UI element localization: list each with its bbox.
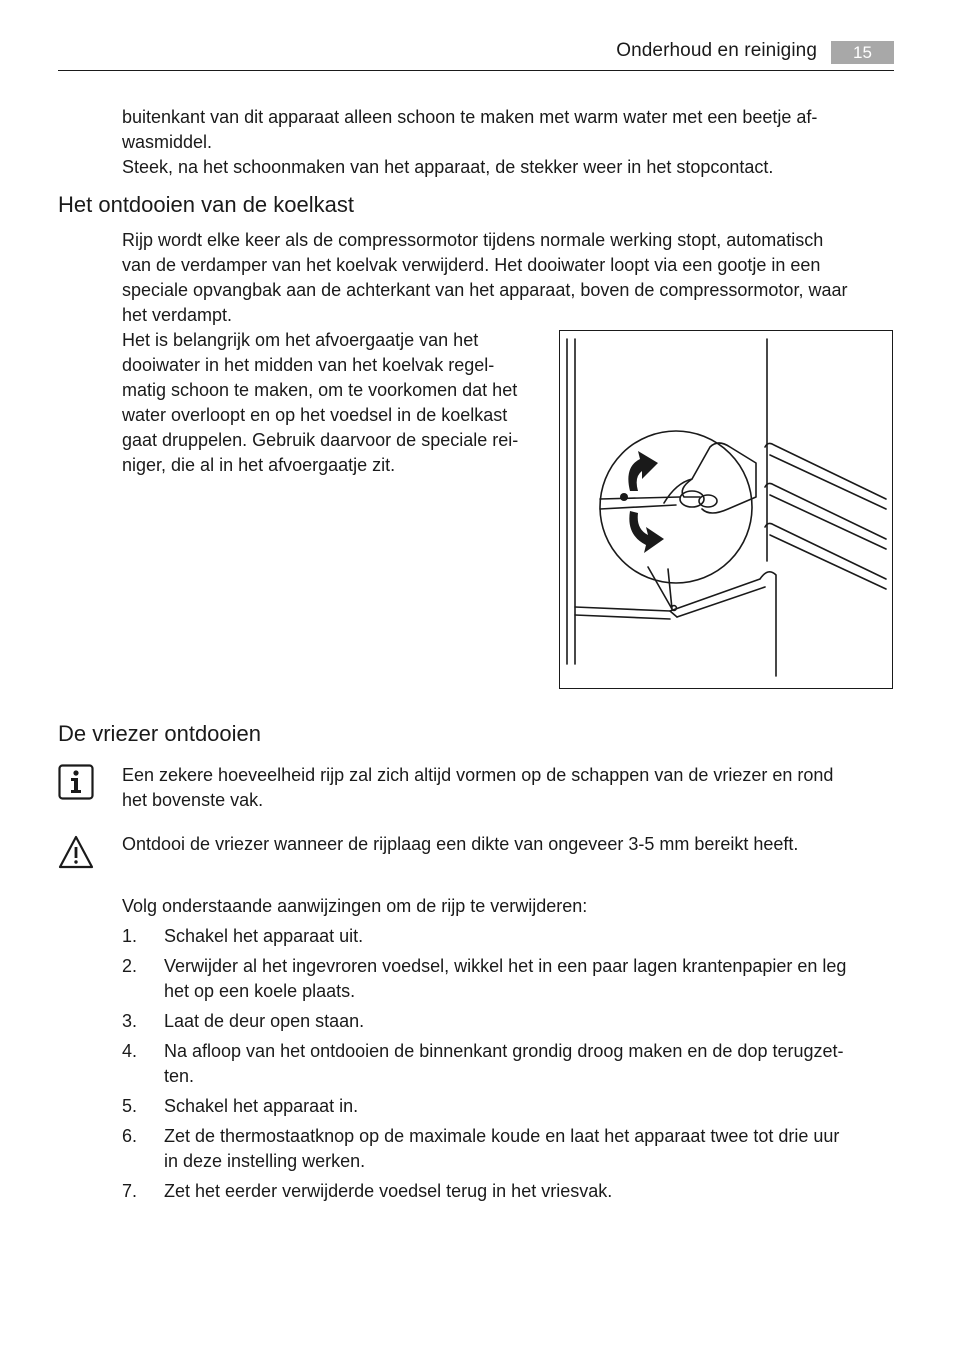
list-item <box>122 954 894 1004</box>
step-text: Zet het eerder verwijderde voedsel terug in het vriesvak. <box>164 1181 613 1201</box>
step-text: Schakel het apparaat in. <box>164 1096 359 1116</box>
list-item <box>122 1039 894 1089</box>
intro-paragraph <box>122 105 894 180</box>
step-number: 5. <box>122 1096 138 1116</box>
warning-note: Ontdooi de vriezer wanneer de rijplaag een dikte van ongeveer 3-5 mm bereikt heeft. <box>122 834 799 854</box>
step-text: Na afloop van het ontdooien de binnenkant grondig droog maken en de dop terugzet- <box>164 1041 844 1061</box>
page-number: 15 <box>831 41 894 64</box>
heading-fridge-defrost: Het ontdooien van de koelkast <box>58 192 354 217</box>
step-text: Laat de deur open staan. <box>164 1011 365 1031</box>
text-line: het verdampt. <box>122 305 233 325</box>
info-icon <box>58 764 94 800</box>
list-item <box>122 924 894 949</box>
header-divider <box>58 70 894 71</box>
text-line: niger, die al in het afvoergaatje zit. <box>122 455 396 475</box>
step-text: in deze instelling werken. <box>164 1151 366 1171</box>
step-number: 3. <box>122 1011 138 1031</box>
step-number: 2. <box>122 956 138 976</box>
text-line: matig schoon te maken, om te voorkomen dat het <box>122 380 518 400</box>
defrost-steps-list <box>122 924 894 1209</box>
intro-line: wasmiddel. <box>122 132 213 152</box>
text-line: Het is belangrijk om het afvoergaatje van het <box>122 330 479 350</box>
list-item <box>122 1179 894 1204</box>
text-line: gaat druppelen. Gebruik daarvoor de speciale rei- <box>122 430 519 450</box>
step-number: 6. <box>122 1126 138 1146</box>
text-line: water overloopt en op het voedsel in de koelkast <box>122 405 508 425</box>
text-line: speciale opvangbak aan de achterkant van het apparaat, boven de compressormotor, waar <box>122 280 848 300</box>
intro-line: buitenkant van dit apparaat alleen schoon te maken met warm water met een beetje af- <box>122 107 818 127</box>
list-item <box>122 1094 894 1119</box>
step-text: het op een koele plaats. <box>164 981 356 1001</box>
list-item <box>122 1009 894 1034</box>
text-line: dooiwater in het midden van het koelvak regel- <box>122 355 495 375</box>
text-line: Een zekere hoeveelheid rijp zal zich altijd vormen op de schappen van de vriezer en rond <box>122 765 834 785</box>
step-number: 4. <box>122 1041 138 1061</box>
list-item <box>122 1124 894 1174</box>
text-line: van de verdamper van het koelvak verwijderd. Het dooiwater loopt via een gootje in een <box>122 255 821 275</box>
instructions-intro: Volg onderstaande aanwijzingen om de rijp te verwijderen: <box>122 896 588 916</box>
fridge-paragraph-2 <box>122 328 552 478</box>
step-text: Verwijder al het ingevroren voedsel, wikkel het in een paar lagen krantenpapier en leg <box>164 956 847 976</box>
step-number: 1. <box>122 926 138 946</box>
text-line: Rijp wordt elke keer als de compressormotor tijdens normale werking stopt, automatisch <box>122 230 824 250</box>
step-text: ten. <box>164 1066 195 1086</box>
text-line: het bovenste vak. <box>122 790 264 810</box>
warning-icon <box>58 834 94 870</box>
fridge-drain-drawing <box>560 331 892 688</box>
section-title: Onderhoud en reiniging <box>616 40 817 61</box>
info-note <box>122 763 894 813</box>
fridge-paragraph-1 <box>122 228 894 328</box>
intro-line: Steek, na het schoonmaken van het apparaat, de stekker weer in het stopcontact. <box>122 157 774 177</box>
step-text: Zet de thermostaatknop op de maximale koude en laat het apparaat twee tot drie uur <box>164 1126 840 1146</box>
step-number: 7. <box>122 1181 138 1201</box>
drain-hole-illustration <box>559 330 893 689</box>
heading-freezer-defrost: De vriezer ontdooien <box>58 721 262 746</box>
step-text: Schakel het apparaat uit. <box>164 926 364 946</box>
